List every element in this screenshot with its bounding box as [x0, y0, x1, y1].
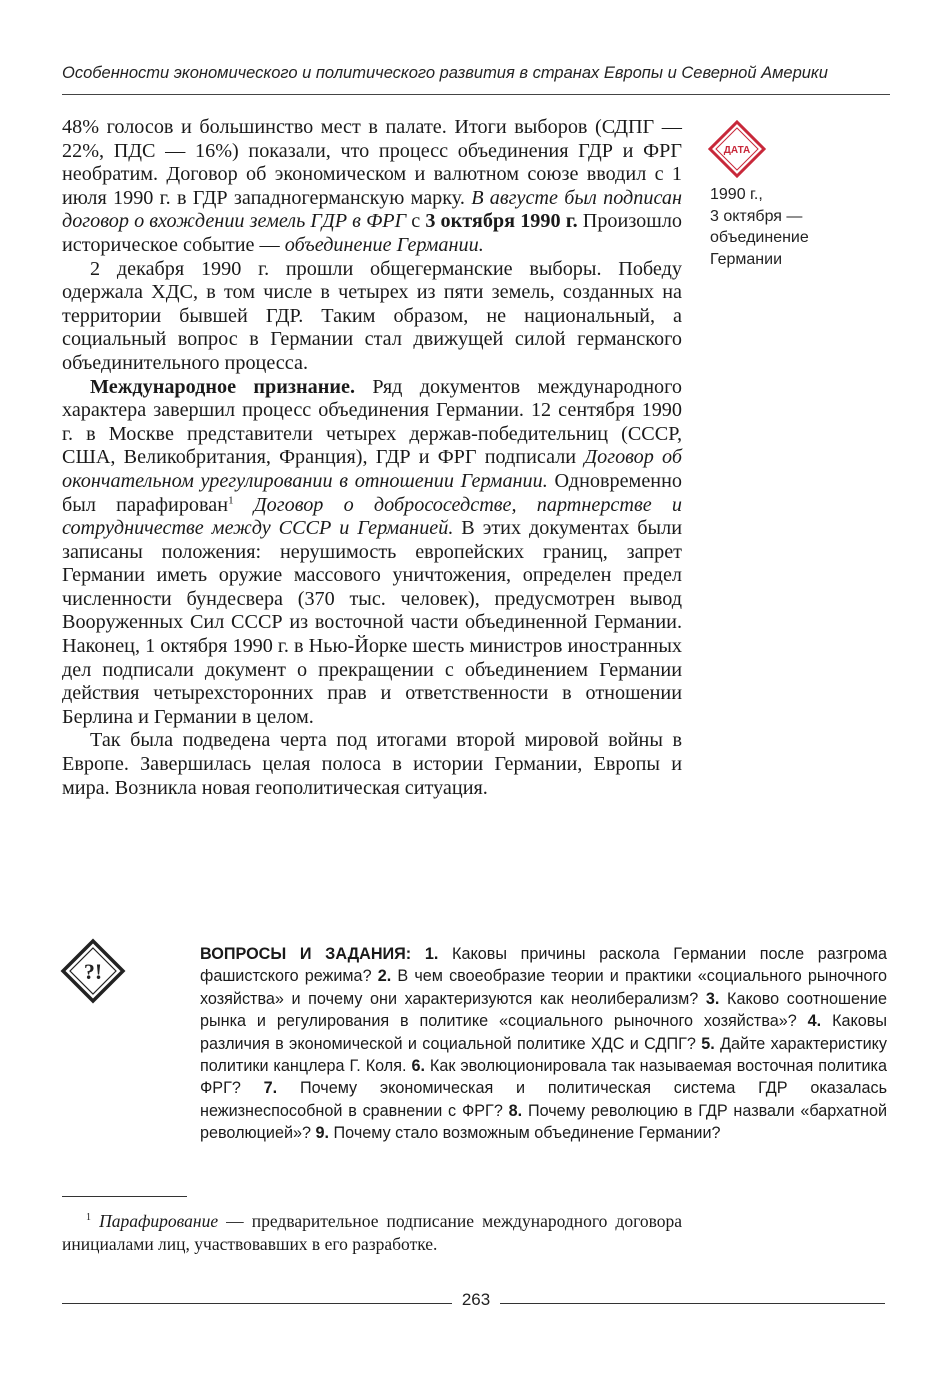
question-item: 4. Каковы различия в экономической и социальной политике ХДС и СДПГ?: [200, 1012, 888, 1053]
main-text: [62, 116, 682, 800]
question-item: 7. Почему экономическая и политическая система ГДР оказалась нежизнеспособной в сравнении с ФРГ?: [200, 1079, 888, 1120]
question-item: 5. Дайте характеристику политики канцлера Г. Коля.: [200, 1034, 888, 1076]
questions-icon: [60, 938, 126, 1004]
paragraph-4: Так была подведена черта под итогами второй мировой войны в Европе. Завершилась целая полоса в истории Германии, Европы и мира. Возникла новая геополитическая ситуация.: [62, 729, 682, 799]
paragraph-3: Международное признание. Ряд документов международного характера завершил процесс объединения Германии. 12 сентября 1990 г. в Москве представители четырех держав-победительниц (СССР, США, Великобритания, Франция), ГДР и ФРГ подписали Договор об окончательном урегулировании в отношении Германии. Одновременно был парафирован$^1$ Договор о добрососедстве, партнерстве и сотрудничестве между СССР и Германией. В этих документах были записаны положения: нерушимость европейских границ, запрет Германии иметь оружие массового уничтожения, определен предел численности бундесвера (370 тыс. человек), предусмотрен вывод Вооруженных Сил СССР из восточной части объединенной Германии. Наконец, 1 октября 1990 г. в Нью-Йорке шесть министров иностранных дел подписали документ о прекращении с объединением Германии действия четырехсторонних прав и ответственности в отношении Берлина и Германии в целом.: [62, 375, 683, 728]
questions-heading: ВОПРОСЫ И ЗАДАНИЯ:: [200, 945, 412, 963]
date-badge-label: ДАТА: [723, 145, 751, 156]
footer-rule-right: [500, 1303, 885, 1304]
running-header: Особенности экономического и политического развития в странах Европы и Северной Америки: [62, 64, 828, 82]
page-number: 263: [461, 1290, 491, 1309]
footnote: $^1$ Парафирование — предварительное подписание международного договора инициалами лиц, участвовавших в его разработке.: [62, 1211, 682, 1254]
section-heading: Международное признание.: [90, 375, 356, 398]
margin-date-note: 1990 г., 3 октября — объединение Германии: [710, 186, 809, 268]
question-item: 3. Каково соотношение рынка и регулирования в политике «социального рыночного хозяйства»?: [200, 989, 888, 1031]
date-badge-icon: [708, 120, 766, 178]
questions-icon-label: ?!: [83, 959, 103, 984]
footnote-divider: [62, 1196, 187, 1197]
paragraph-1: 48% голосов и большинство мест в палате. Итоги выборов (СДПГ — 22%, ПДС — 16%) показали, что процесс объединения ГДР и ФРГ необратим. Договор об экономическом и валютном союзе вводил с 1 июля 1990 г. в ГДР западногерманскую марку. В августе был подписан договор о вхождении земель ГДР в ФРГ с 3 октября 1990 г. Произошло историческое событие — объединение Германии.: [62, 116, 682, 256]
header-divider: [62, 94, 890, 95]
question-item: 6. Как эволюционировала так называемая восточная политика ФРГ?: [200, 1057, 888, 1098]
question-item: 8. Почему революцию в ГДР назвали «бархатной революцией»?: [200, 1101, 888, 1143]
question-item: 2. В чем своеобразие теории и практики «социального рыночного хозяйства» и почему они характеризуются как неолиберализм?: [200, 967, 888, 1008]
footnote-ref: 1: [228, 493, 234, 506]
questions-block: [200, 943, 887, 1145]
question-item: 1. Каковы причины раскола Германии после разгрома фашистского режима?: [200, 945, 888, 986]
question-item: 9. Почему стало возможным объединение Германии?: [315, 1124, 721, 1143]
footer-rule-left: [62, 1303, 452, 1304]
paragraph-2: 2 декабря 1990 г. прошли общегерманские выборы. Победу одержала ХДС, в том числе в четырех из пяти земель, созданных на территории бывшей ГДР. Таким образом, не национальный, а социальный вопрос в Германии стал движущей силой германского объединительного процесса.: [62, 257, 682, 374]
